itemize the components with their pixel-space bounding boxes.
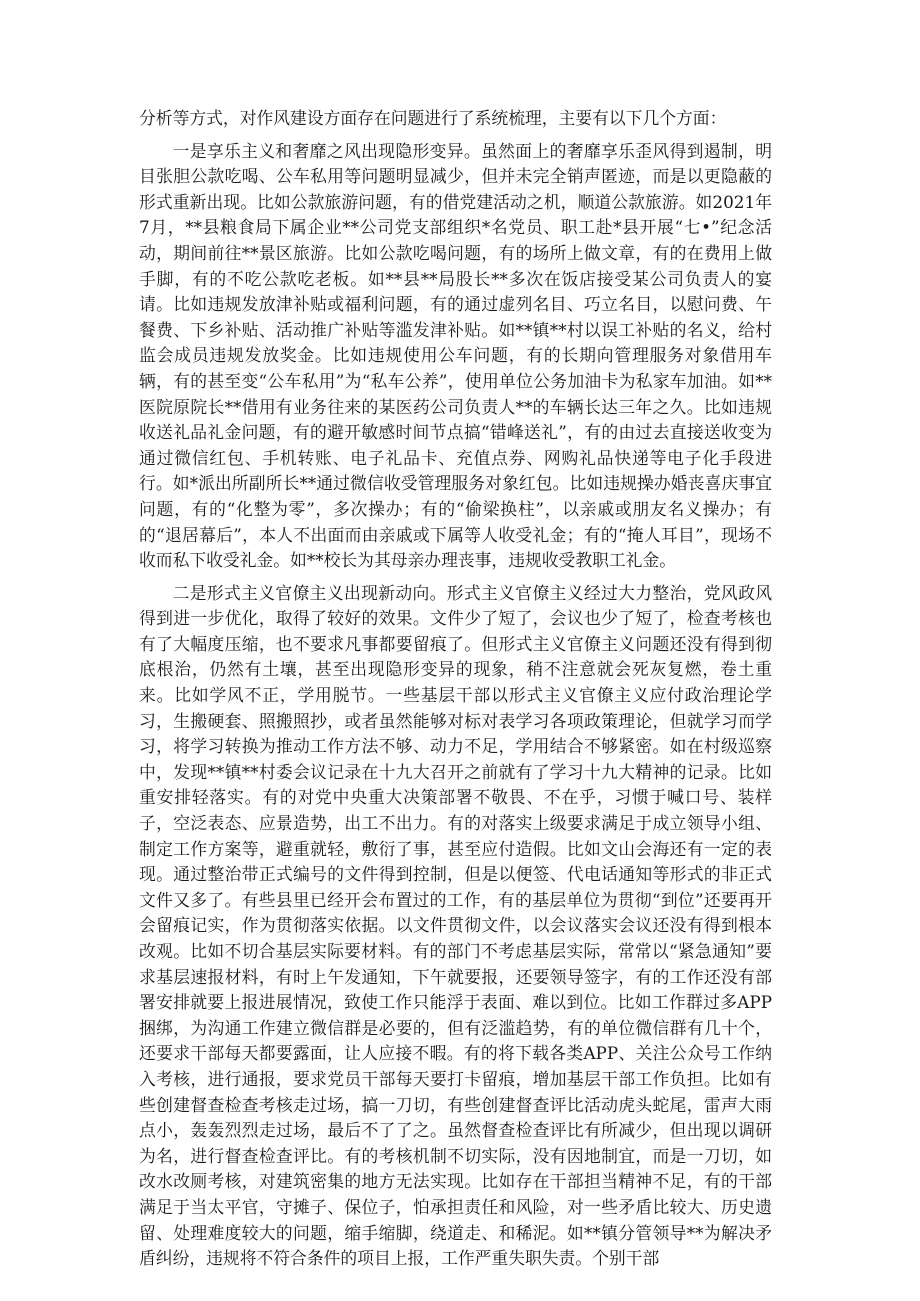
document-body: [139, 106, 772, 1279]
paragraph-hedonism: 一是享乐主义和奢靡之风出现隐形变异。虽然面上的奢靡享乐歪风得到遏制，明目张胆公款吃喝、公车私用等问题明显减少，但并未完全销声匿迹，而是以更隐蔽的形式重新出现。比如公款旅游问题，有的借党建活动之机，顺道公款旅游。如2021年7月，**县粮食局下属企业**公司党支部组织*名党员、职工赴*县开展“七•”纪念活动，期间前往**景区旅游。比如公款吃喝问题，有的场所上做文章，有的在费用上做手脚，有的不吃公款吃老板。如**县**局股长**多次在饭店接受某公司负责人的宴请。比如违规发放津补贴或福利问题，有的通过虚列名目、巧立名目，以慰问费、午餐费、下乡补贴、活动推广补贴等滥发津补贴。如**镇**村以误工补贴的名义，给村监会成员违规发放奖金。比如违规使用公车问题，有的长期向管理服务对象借用车辆，有的甚至变“公车私用”为“私车公养”，使用单位公务加油卡为私家车加油。如**医院原院长**借用有业务往来的某医药公司负责人**的车辆长达三年之久。比如违规收送礼品礼金问题，有的避开敏感时间节点搞“错峰送礼”，有的由过去直接送收变为通过微信红包、手机转账、电子礼品卡、充值点券、网购礼品快递等电子化手段进行。如*派出所副所长**通过微信收受管理服务对象红包。比如违规操办婚丧喜庆事宜问题，有的“化整为零”，多次操办；有的“偷梁换柱”，以亲戚或朋友名义操办；有的“退居幕后”，本人不出面而由亲戚或下属等人收受礼金；有的“掩人耳目”，现场不收而私下收受礼金。如**校长为其母亲办理丧事，违规收受教职工礼金。: [139, 140, 772, 571]
paragraph-intro: 分析等方式，对作风建设方面存在问题进行了系统梳理，主要有以下几个方面：: [139, 108, 727, 128]
paragraph-formalism: 二是形式主义官僚主义出现新动向。形式主义官僚主义经过大力整治，党风政风得到进一步优化，取得了较好的效果。文件少了短了，会议也少了短了，检查考核也有了大幅度压缩，也不要求凡事都要留痕了。但形式主义官僚主义问题还没有得到彻底根治，仍然有土壤，甚至出现隐形变异的现象，稍不注意就会死灰复燃，卷土重来。比如学风不正，学用脱节。一些基层干部以形式主义官僚主义应付政治理论学习，生搬硬套、照搬照抄，或者虽然能够对标对表学习各项政策理论，但就学习而学习，将学习转换为推动工作方法不够、动力不足，学用结合不够紧密。如在村级巡察中，发现**镇**村委会议记录在十九大召开之前就有了学习十九大精神的记录。比如重安排轻落实。有的对党中央重大决策部署不敬畏、不在乎，习惯于喊口号、装样子，空泛表态、应景造势，出工不出力。有的对落实上级要求满足于成立领导小组、制定工作方案等，避重就轻，敷衍了事，甚至应付造假。比如文山会海还有一定的表现。通过整治带正式编号的文件得到控制，但是以便签、代电话通知等形式的非正式文件又多了。有些县里已经开会布置过的工作，有的基层单位为贯彻“到位”还要再开会留痕记实，作为贯彻落实依据。以文件贯彻文件，以会议落实会议还没有得到根本改观。比如不切合基层实际要材料。有的部门不考虑基层实际，常常以“紧急通知”要求基层速报材料，有时上午发通知，下午就要报，还要领导签字，有的工作还没有部署安排就要上报进展情况，致使工作只能浮于表面、难以到位。比如工作群过多APP捆绑，为沟通工作建立微信群是必要的，但有泛滥趋势，有的单位微信群有几十个，还要求干部每天都要露面，让人应接不暇。有的将下载各类APP、关注公众号工作纳入考核，进行通报，要求党员干部每天要打卡留痕，增加基层干部工作负担。比如有些创建督查检查考核走过场，搞一刀切，有些创建督查评比活动虎头蛇尾，雷声大雨点小，轰轰烈烈走过场，最后不了了之。虽然督查检查评比有所减少，但出现以调研为名，进行督查检查评比。有的考核机制不切实际，没有因地制宜，而是一刀切，如改水改厕考核，对建筑密集的地方无法实现。比如存在干部担当精神不足，有的干部满足于当太平官，守摊子、保位子，怕承担责任和风险，对一些矛盾比较大、历史遗留、处理难度较大的问题，缩手缩脚，绕道走、和稀泥。如**镇分管领导**为解决矛盾纠纷，违规将不符合条件的项目上报，工作严重失职失责。个别干部: [139, 582, 772, 1269]
